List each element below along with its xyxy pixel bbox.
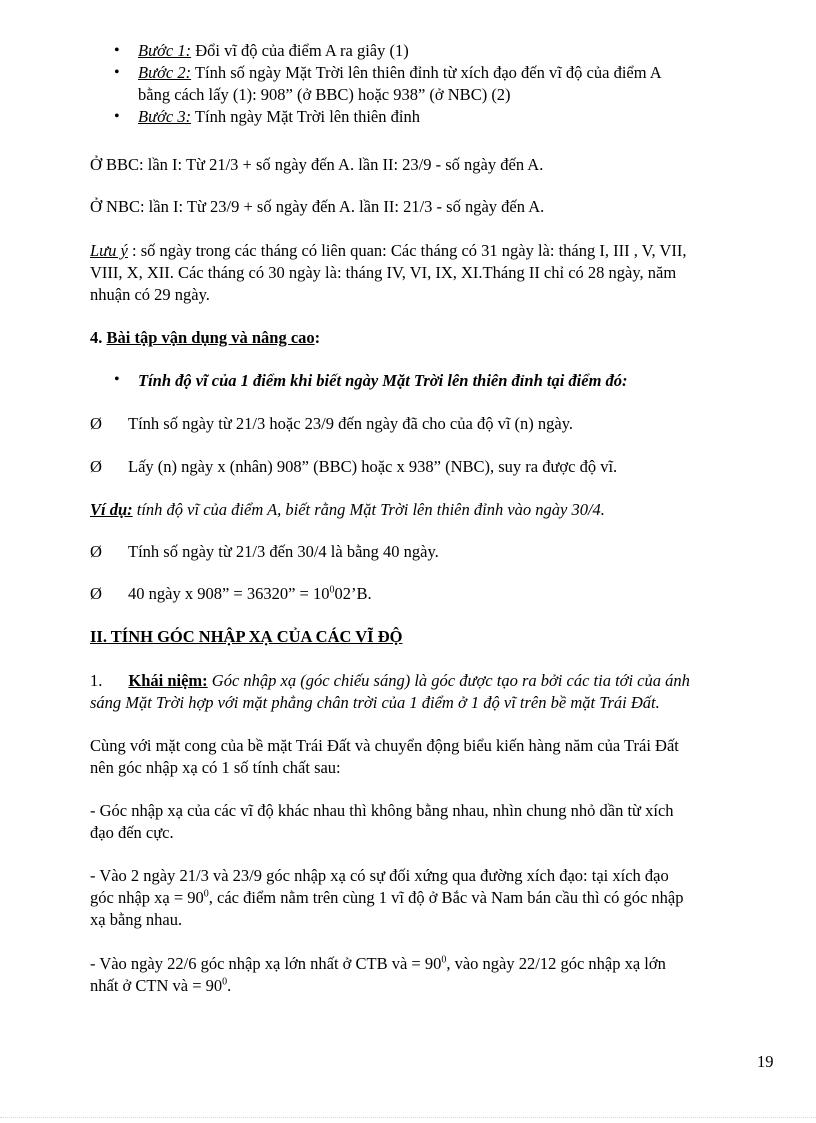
para-line: - Vào ngày 22/6 góc nhập xạ lớn nhất ở CTB và = 90 <box>90 954 442 973</box>
bbc-line: Ở BBC: lần I: Từ 21/3 + số ngày đến A. lần II: 23/9 - số ngày đến A. <box>90 155 544 174</box>
example-text: tính độ vĩ của điểm A, biết rằng Mặt Trời lên thiên đỉnh vào ngày 30/4. <box>132 500 605 519</box>
step-label: Bước 3: <box>138 107 192 126</box>
section-4-title: Bài tập vận dụng và nâng cao <box>106 328 315 347</box>
section-4-colon: : <box>314 328 321 347</box>
para-line-end: . <box>227 976 232 995</box>
step-label: Bước 2: <box>138 63 192 82</box>
calc-text: 40 ngày x 908” = 36320” = 10 <box>128 584 330 603</box>
para-line: nên góc nhập xạ có 1 số tính chất sau: <box>90 758 341 777</box>
note-line-2: VIII, X, XII. Các tháng có 30 ngày là: tháng IV, VI, IX, XI.Tháng II chỉ có 28 ngày, năm <box>90 263 677 282</box>
steps-list <box>90 40 816 128</box>
para-line: nhất ở CTN và = 90 <box>90 976 223 995</box>
bold-bullet-text: Tính độ vĩ của 1 điểm khi biết ngày Mặt Trời lên thiên đỉnh tại điểm đó: <box>138 371 628 390</box>
paragraph-1 <box>90 735 770 779</box>
step-2 <box>138 62 816 106</box>
section-2-heading: II. TÍNH GÓC NHẬP XẠ CỦA CÁC VĨ ĐỘ <box>90 627 403 646</box>
step-text: Tính ngày Mặt Trời lên thiên đỉnh <box>191 107 420 126</box>
concept-number: 1. <box>90 671 103 690</box>
para-line: - Vào 2 ngày 21/3 và 23/9 góc nhập xạ có sự đối xứng qua đường xích đạo: tại xích đạo <box>90 866 669 885</box>
note-paragraph <box>90 240 770 306</box>
step-1 <box>138 40 816 62</box>
arrow-icon: Ø <box>90 414 102 433</box>
page-bottom-border <box>0 1117 816 1118</box>
step-text: Đổi vĩ độ của điểm A ra giây (1) <box>191 41 409 60</box>
note-line-3: nhuận có 29 ngày. <box>90 285 210 304</box>
step-3 <box>138 106 816 128</box>
concept-paragraph <box>90 670 770 714</box>
degree-sup: 0 <box>203 888 209 900</box>
degree-sup: 0 <box>222 976 228 988</box>
example-label: Ví dụ: <box>90 500 133 519</box>
paragraph-3 <box>90 865 770 931</box>
calc-text-end: 02’B. <box>334 584 372 603</box>
paragraph-4 <box>90 953 770 997</box>
step-text-cont: bằng cách lấy (1): 908” (ở BBC) hoặc 938” (ở NBC) (2) <box>138 85 511 104</box>
concept-line-1: Góc nhập xạ (góc chiếu sáng) là góc được tạo ra bởi các tia tới của ánh <box>207 671 690 690</box>
step-label: Bước 1: <box>138 41 192 60</box>
degree-sup: 0 <box>329 584 335 596</box>
example-line <box>90 500 605 520</box>
nbc-line: Ở NBC: lần I: Từ 23/9 + số ngày đến A. lần II: 21/3 - số ngày đến A. <box>90 197 545 216</box>
bullet-icon: • <box>114 371 120 388</box>
para-line-end: , vào ngày 22/12 góc nhập xạ lớn <box>446 954 666 973</box>
section-4-heading <box>90 328 320 348</box>
arrow-item <box>128 584 372 604</box>
section-4-number: 4. <box>90 328 107 347</box>
para-line: góc nhập xạ = 90 <box>90 888 204 907</box>
arrow-item: Lấy (n) ngày x (nhân) 908” (BBC) hoặc x 938” (NBC), suy ra được độ vĩ. <box>128 457 618 476</box>
arrow-icon: Ø <box>90 584 102 603</box>
concept-line-2: sáng Mặt Trời hợp với mặt phẳng chân trời của 1 điểm ở 1 độ vĩ trên bề mặt Trái Đất. <box>90 693 660 712</box>
para-line: xạ bằng nhau. <box>90 910 183 929</box>
arrow-icon: Ø <box>90 542 102 561</box>
concept-label: Khái niệm: <box>128 671 208 690</box>
note-line-1: : số ngày trong các tháng có liên quan: Các tháng có 31 ngày là: tháng I, III , V, VII, <box>127 241 687 260</box>
para-line: đạo đến cực. <box>90 823 174 842</box>
para-line: - Góc nhập xạ của các vĩ độ khác nhau thì không bằng nhau, nhìn chung nhỏ dần từ xích <box>90 801 674 820</box>
note-label: Lưu ý <box>90 241 128 260</box>
arrow-item: Tính số ngày từ 21/3 đến 30/4 là bằng 40 ngày. <box>128 542 439 561</box>
degree-sup: 0 <box>441 954 447 966</box>
page-number: 19 <box>757 1052 774 1071</box>
para-line: Cùng với mặt cong của bề mặt Trái Đất và chuyển động biểu kiến hàng năm của Trái Đất <box>90 736 679 755</box>
arrow-item: Tính số ngày từ 21/3 hoặc 23/9 đến ngày đã cho của độ vĩ (n) ngày. <box>128 414 574 433</box>
paragraph-2 <box>90 800 770 844</box>
para-line-end: , các điểm nằm trên cùng 1 vĩ độ ở Bắc và Nam bán cầu thì có góc nhập <box>208 888 684 907</box>
arrow-icon: Ø <box>90 457 102 476</box>
step-text: Tính số ngày Mặt Trời lên thiên đỉnh từ xích đạo đến vĩ độ của điểm A <box>191 63 662 82</box>
